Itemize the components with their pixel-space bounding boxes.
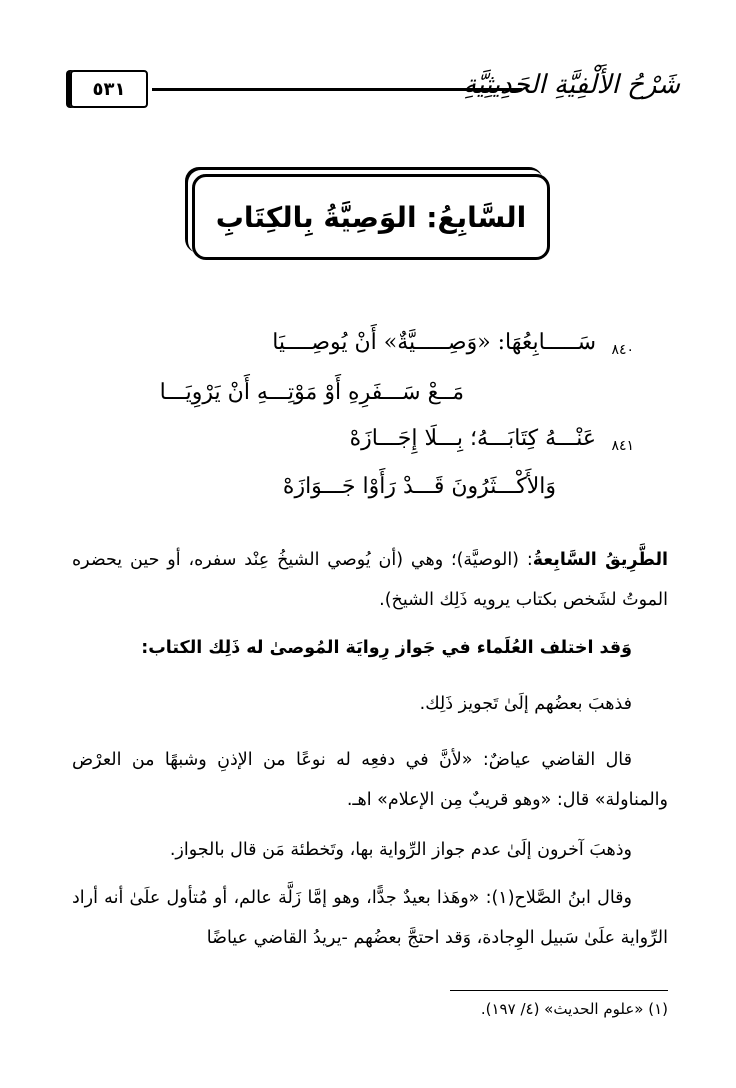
paragraph: وذهبَ آخرون إلَىٰ عدم جواز الرِّواية بها، وتَخطئة مَن قال بالجواز. [169,840,632,860]
verse-line: عَنْـــهُ كِتَابَـــهُ؛ بِـــلَا إِجَـــازَهْ [349,426,596,451]
page-number: ٥٣١ [70,70,148,108]
paragraph: وقال ابنُ الصَّلاح(١): «وهَذا بعيدٌ جدًّا، وهو إمَّا زَلَّة عالم، أو مُتأول علَىٰ أنه أراد الرِّواية علَىٰ سَبيل الوِجادة، وَقد احتجَّ بعضُهم -يريدُ القاضي عياضًا [72,888,668,948]
verse-number: ٨٤٠ [611,342,634,358]
book-title: شَرْحُ الأَلْفِيَّةِ الحَدِيثِيَّةِ [463,70,680,100]
footnote: (١) «علوم الحديث» (٤/ ١٩٧). [480,1000,668,1018]
page-header [70,70,680,110]
verse-number: ٨٤١ [611,438,634,454]
verse-line: سَـــــابِعُهَا: «وَصِـــــيَّةٌ» أَنْ يُوصِــــيَا [272,330,596,355]
paragraph: فذهبَ بعضُهم إلَىٰ تَجويز ذَلِك. [419,694,632,714]
paragraph-text: : (الوصيَّة)؛ وهي (أن يُوصي الشيخُ عِنْد سفره، أو حين يحضره الموتُ لشَخص بكتاب يرويه ذَلِك الشيخ). [72,550,668,610]
verse-line: مَــعْ سَـــفَرِهِ أَوْ مَوْتِـــهِ أَنْ يَرْوِيَـــا [159,380,464,405]
paragraph: وَقد اختلف العُلَماء في جَواز رِوايَة المُوصىٰ له ذَلِك الكتاب: [141,638,632,658]
paragraph-heading: الطَّرِيقُ السَّابِعةُ [532,550,669,570]
footnote-separator [450,990,668,991]
paragraph: قال القاضي عياضٌ: «لأنَّ في دفعِه له نوعًا من الإذنِ وشبهًا من العرْض والمناولة» قال: «وهو قريبٌ مِن الإعلام» اهـ. [72,750,668,810]
chapter-title: السَّابِعُ: الوَصِيَّةُ بِالكِتَابِ [192,174,550,260]
verse-line: وَالأَكْـــثَرُونَ قَـــدْ رَأَوْا جَـــوَازَهْ [282,474,556,499]
paragraph [72,540,668,620]
